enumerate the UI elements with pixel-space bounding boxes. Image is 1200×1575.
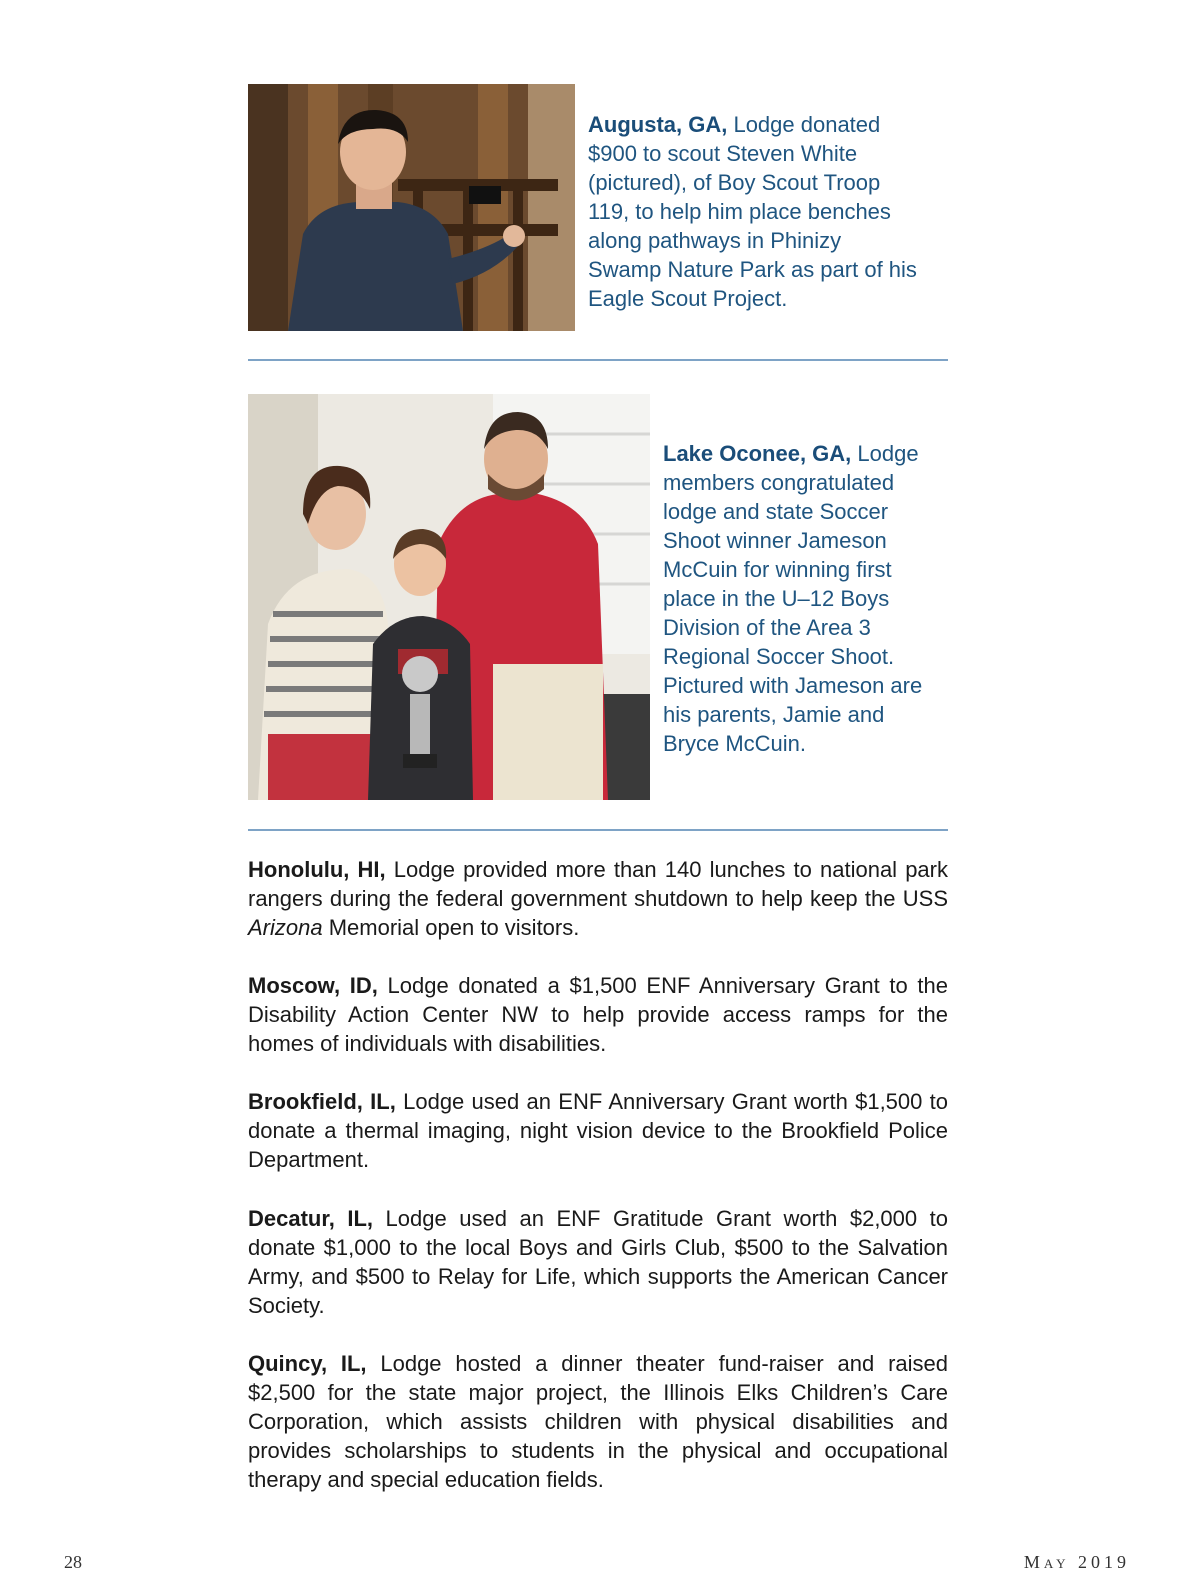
entry-decatur <box>248 1204 948 1320</box>
entry-city: Honolulu, HI, <box>248 857 386 882</box>
entry-text: Lodge donated a $1,500 ENF Anniversary Grant to the Disability Action Center NW to help provide access ramps for the homes of individuals with disabilities. <box>248 973 948 1056</box>
caption-augusta-city: Augusta, GA, <box>588 112 728 137</box>
section-divider <box>248 829 948 831</box>
issue-date: May 2019 <box>1023 1552 1130 1572</box>
entry-honolulu <box>248 855 948 942</box>
entry-moscow <box>248 971 948 1058</box>
entry-city: Decatur, IL, <box>248 1206 374 1231</box>
photo-family-trophy <box>248 394 650 800</box>
entry-city: Quincy, IL, <box>248 1351 367 1376</box>
photo-scout-bench <box>248 84 575 331</box>
caption-augusta-text: Lodge donated $900 to scout Steven White (pictured), of Boy Scout Troop 119, to help him place benches along pathways in Phinizy Swamp Nature Park as part of his Eagle Scout Project. <box>588 112 917 311</box>
section-divider <box>248 359 948 361</box>
caption-lake-oconee <box>663 439 938 758</box>
entry-quincy <box>248 1349 948 1494</box>
entry-brookfield <box>248 1087 948 1174</box>
page-number: 28 <box>64 1552 82 1572</box>
entry-text: Memorial open to visitors. <box>322 915 580 940</box>
caption-augusta <box>588 110 918 313</box>
caption-lake-oconee-text: Lodge members congratulated lodge and state Soccer Shoot winner Jameson McCuin for winning first place in the U–12 Boys Division of the Area 3 Regional Soccer Shoot. Pictured with Jameson are his parents, Jamie and Bryce McCuin. <box>663 441 923 756</box>
entry-text: Lodge used an ENF Anniversary Grant worth $1,500 to donate a thermal imaging, night vision device to the Brookfield Police Department. <box>248 1089 948 1172</box>
entry-text: Lodge provided more than 140 lunches to national park rangers during the federal government shutdown to help keep the USS <box>248 857 948 911</box>
entry-text: Lodge used an ENF Gratitude Grant worth $2,000 to donate $1,000 to the local Boys and Girls Club, $500 to the Salvation Army, and $500 to Relay for Life, which supports the American Cancer Society. <box>248 1206 949 1318</box>
caption-lake-oconee-city: Lake Oconee, GA, <box>663 441 852 466</box>
entry-city: Brookfield, IL, <box>248 1089 396 1114</box>
entry-city: Moscow, ID, <box>248 973 378 998</box>
entry-italic: Arizona <box>248 915 323 940</box>
entry-text: Lodge hosted a dinner theater fund-raiser and raised $2,500 for the state major project, the Illinois Elks Children’s Care Corporation, which assists children with physical disabilities and provides scholarships to students in the physical and occupational therapy and special education fields. <box>248 1351 949 1492</box>
